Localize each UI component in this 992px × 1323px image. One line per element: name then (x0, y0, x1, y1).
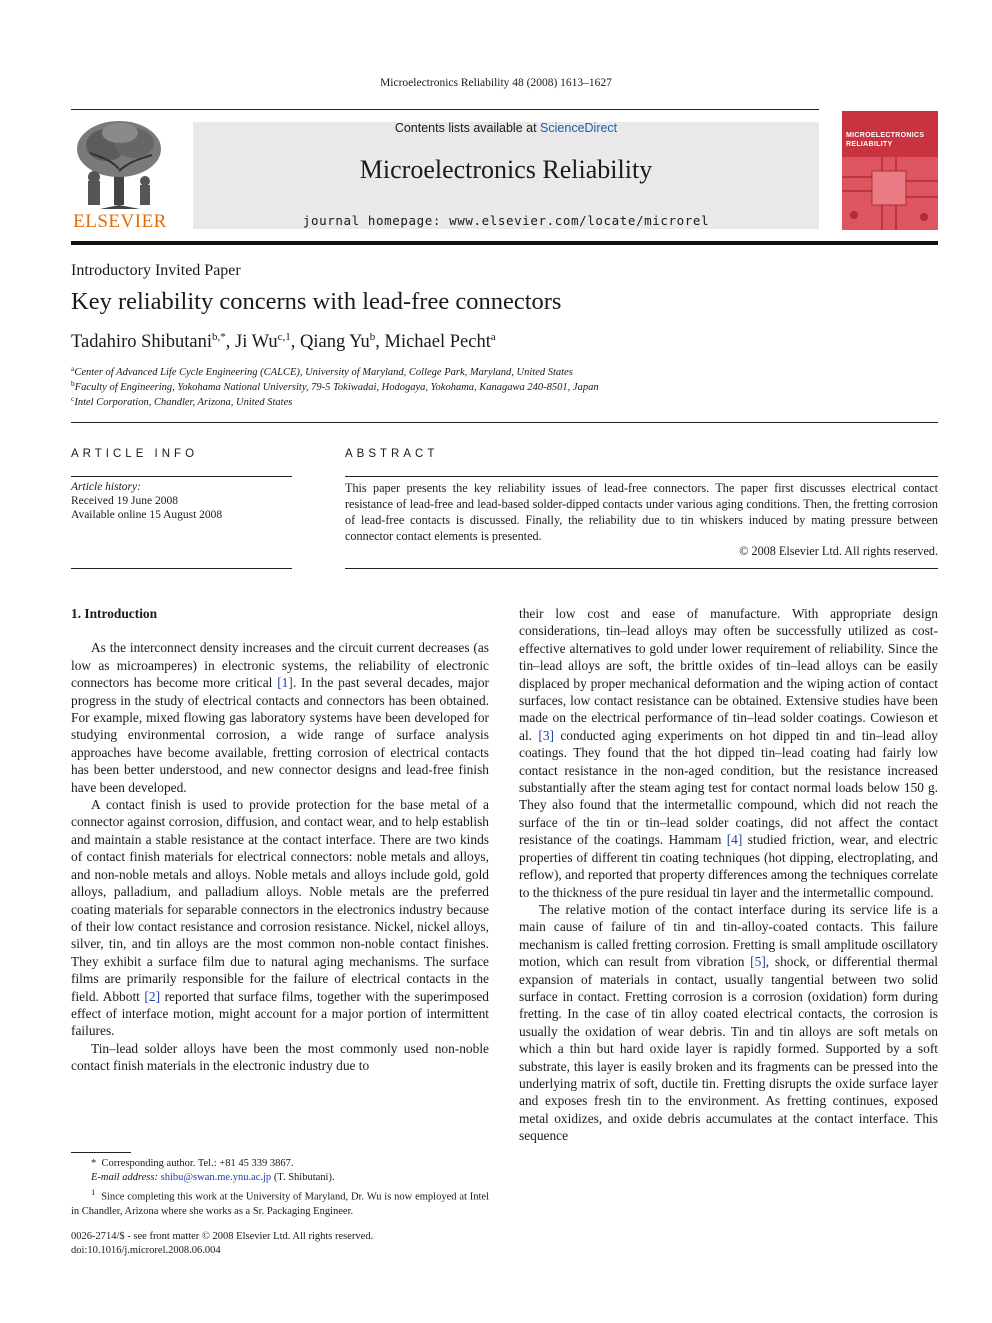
journal-title: Microelectronics Reliability (359, 155, 653, 184)
author-separator: , (375, 332, 385, 352)
article-type: Introductory Invited Paper (71, 262, 241, 279)
contents-prefix: Contents lists available at (394, 121, 537, 135)
header-top-rule (71, 109, 819, 110)
paragraph-text: reported that surface films, together with the superimposed effect of interface motion, might account for a major portion of intermittent failures. (71, 988, 489, 1039)
paragraph-text: their low cost and ease of manufacture. With appropriate design considerations, tin–lead alloys may often be successfully utilized as cost-effective alternatives to gold under lower requirement of reliability. Since the tin–lead alloys are soft, the brittle oxides of tin–lead alloys can be easily displaced by proper mechanical deformation and the wiping action of contact surfaces, low contact resistance can be obtained. Extensive studies have been made on the electrical performance of tin–lead solder coatings. Cowieson et al. (519, 606, 938, 743)
footnote-1 (71, 1185, 489, 1219)
footnote-text: Corresponding author. Tel.: +81 45 339 3867. (101, 1158, 294, 1169)
citation-link[interactable]: [4] (726, 832, 743, 848)
elsevier-tree-logo (70, 119, 170, 211)
author-name: Qiang Yu (300, 332, 370, 352)
paragraph-text: studied friction, wear, and electric properties of different tin coating techniques (hot dipping, electroplating, and reflow), and reported that property differences among the techniques correlate to the thickness of the pure residual tin layer and the intermetallic compound. (519, 832, 938, 900)
history-label: Article history: (71, 481, 141, 493)
issn-line: 0026-2714/$ - see front matter © 2008 Elsevier Ltd. All rights reserved. (71, 1231, 374, 1242)
sciencedirect-link[interactable]: ScienceDirect (540, 121, 618, 135)
body-paragraph (71, 796, 489, 1040)
affiliation (71, 364, 573, 378)
journal-cover-image (842, 111, 938, 230)
citation-link[interactable]: [5] (750, 954, 766, 970)
author-affil-mark[interactable]: b (369, 331, 376, 343)
paragraph-text: . In the past several decades, major progress in the study of electrical contacts and connectors has been obtained. For example, mixed flowing gas laboratory systems have been developed for studying environmental corrosion, a wide range of surface analysis approaches have become available, fretting corrosion of electrical contacts has been better understood, and new connector designs and lead-free finish have been developed. (71, 675, 489, 795)
received-date: Received 19 June 2008 (71, 495, 178, 507)
abstract-bottom-rule (345, 568, 938, 569)
author-affil-mark[interactable]: a (490, 331, 496, 343)
author-affil-mark[interactable]: b,* (212, 331, 226, 343)
elsevier-wordmark: ELSEVIER (73, 211, 167, 232)
affiliation-mark: c (71, 394, 75, 403)
affiliation-text: Center of Advanced Life Cycle Engineering (CALCE), University of Maryland, College Park, Maryland, United States (74, 367, 573, 378)
body-paragraph (71, 639, 489, 796)
contents-line (193, 121, 819, 135)
left-column (71, 605, 489, 1075)
footnote-rule (71, 1152, 131, 1153)
section-heading: 1. Introduction (71, 606, 158, 621)
author-separator: , (225, 332, 236, 352)
footnote-mark: 1 (91, 1187, 96, 1197)
doi-line[interactable]: doi:10.1016/j.microrel.2008.06.004 (71, 1245, 221, 1256)
paragraph-text: conducted aging experiments on hot dipped tin and tin–lead alloy coatings. They found that the hot dipped tin–lead coating had fairly low contact resistance in the non-aged condition, but the resistance increased substantially after the steam aging test for contact normal loads below 150 g. They also found that the intermetallic compound, which did not reach the surface of the tin or tin–lead solder coatings, did not affect the contact resistance of the coatings. Hammam (519, 727, 938, 848)
author-list (71, 331, 496, 353)
citation-link[interactable]: [1] (277, 675, 293, 691)
cover-circuit-art (842, 157, 938, 230)
paragraph-text: As the interconnect density increases and the circuit current decreases (as low as microamperes) in electronic systems, the reliability of electronic connectors has become more critical (71, 640, 489, 691)
footnotes (71, 1157, 489, 1219)
abstract-text: This paper presents the key reliability issues of lead-free connectors. The paper first discusses electrical contact resistance of lead-free and lead-based solder-dipped contacts under various aging conditions. Then, the fretting corrosion of lead-free contacts is discussed. Finally, the reliability due to tin whiskers induced by mating pressure between connector contact elements is presented. (345, 481, 938, 543)
affiliation (71, 379, 599, 393)
paragraph-text: The relative motion of the contact interface during its service life is a main cause of failure of tin and tin-alloy-coated contacts. This failure mechanism is called fretting corrosion. Fretting is small amplitude oscillatory motion, which can result from vibration (519, 901, 938, 970)
author-name: Ji Wu (235, 332, 278, 352)
paragraph-text: , shock, or differential thermal expansion of materials in contact, usually tangential between two solid surface in contact. Fretting corrosion is a corrosion (oxidation) form during fretting. In the case of tin alloy coated electrical contacts, the corrosion is usually the oxidation of wear debris. Tin and tin alloys are soft metals on which a thin but hard oxide layer is rapidly formed. Supported by a soft substrate, this layer is easily broken and its fragments can be pressed into the underlying matrix of soft, ductile tin. Fretting disrupts the oxide surface layer and exposes fresh tin to the environment. As fretting continues, exposed metal oxidizes, and oxide debris accumulates at the contact interface. This sequence (519, 954, 938, 1144)
paragraph-text: A contact finish is used to provide protection for the base metal of a connector against corrosion, diffusion, and contact wear, and to help establish and maintain a stable resistance at the contact interface. There are two kinds of contact finish materials for electrical connectors: noble metals and alloys, and non-noble metals and alloys. Noble metals and alloys include gold, gold alloys, palladium, and palladium alloys. Noble metals are the preferred coating materials for separable connectors in the electronics industry because of their low contact resistance and corrosion resistance. Nickel, nickel alloys, silver, tin, and tin alloys are the most common non-noble contact finishes. They exhibit a surface film due to natural aging mechanisms. The surface films are primarily responsible for the failure of electrical contacts in the field. Abbott (71, 797, 489, 1004)
footnote-corresponding (71, 1157, 489, 1171)
journal-homepage[interactable]: journal homepage: www.elsevier.com/locate/microrel (302, 213, 710, 228)
info-top-rule (71, 422, 938, 423)
affiliation (71, 394, 292, 408)
body-paragraph (519, 605, 938, 901)
cover-title-line1: MICROELECTRONICS (846, 132, 925, 139)
article-info-bottom-rule (71, 568, 292, 569)
cover-title-line2: RELIABILITY (846, 141, 893, 148)
body-paragraph: Tin–lead solder alloys have been the most commonly used non-noble contact finish materials in the electronic industry due to (71, 1040, 489, 1074)
footnote-email (71, 1171, 489, 1185)
article-title: Key reliability concerns with lead-free connectors (71, 288, 562, 315)
article-info-heading: ARTICLE INFO (71, 448, 199, 460)
abstract-copyright: © 2008 Elsevier Ltd. All rights reserved. (739, 544, 938, 558)
email-label: E-mail address: (91, 1172, 158, 1183)
author-affil-mark[interactable]: c,1 (277, 331, 291, 343)
abstract-heading: ABSTRACT (345, 448, 439, 460)
email-suffix: (T. Shibutani). (271, 1172, 335, 1183)
cover-title (846, 131, 934, 149)
body-paragraph (519, 901, 938, 1145)
affiliation-mark: a (71, 364, 75, 373)
affiliation-text: Faculty of Engineering, Yokohama National University, 79-5 Tokiwadai, Hodogaya, Yokohama, Kanagawa 240-8501, Japan (74, 382, 599, 393)
abstract-rule (345, 476, 938, 477)
author-name: Michael Pecht (384, 332, 491, 352)
affiliation-text: Intel Corporation, Chandler, Arizona, United States (74, 397, 293, 408)
available-date: Available online 15 August 2008 (71, 509, 223, 521)
footnote-text: Since completing this work at the University of Maryland, Dr. Wu is now employed at Intel in Chandler, Arizona where she works as a Sr. Packaging Engineer. (71, 1191, 490, 1217)
affiliation-mark: b (71, 379, 75, 388)
email-link[interactable]: shibu@swan.me.ynu.ac.jp (160, 1172, 272, 1183)
author-separator: , (290, 332, 301, 352)
right-column (519, 605, 938, 1145)
header-bottom-rule (71, 241, 938, 245)
citation-link[interactable]: [3] (538, 727, 554, 743)
footnote-mark: * (91, 1158, 97, 1169)
article-info-rule (71, 476, 292, 477)
author-name: Tadahiro Shibutani (71, 332, 213, 352)
citation-link[interactable]: [2] (144, 988, 161, 1004)
running-head: Microelectronics Reliability 48 (2008) 1613–1627 (380, 77, 612, 89)
